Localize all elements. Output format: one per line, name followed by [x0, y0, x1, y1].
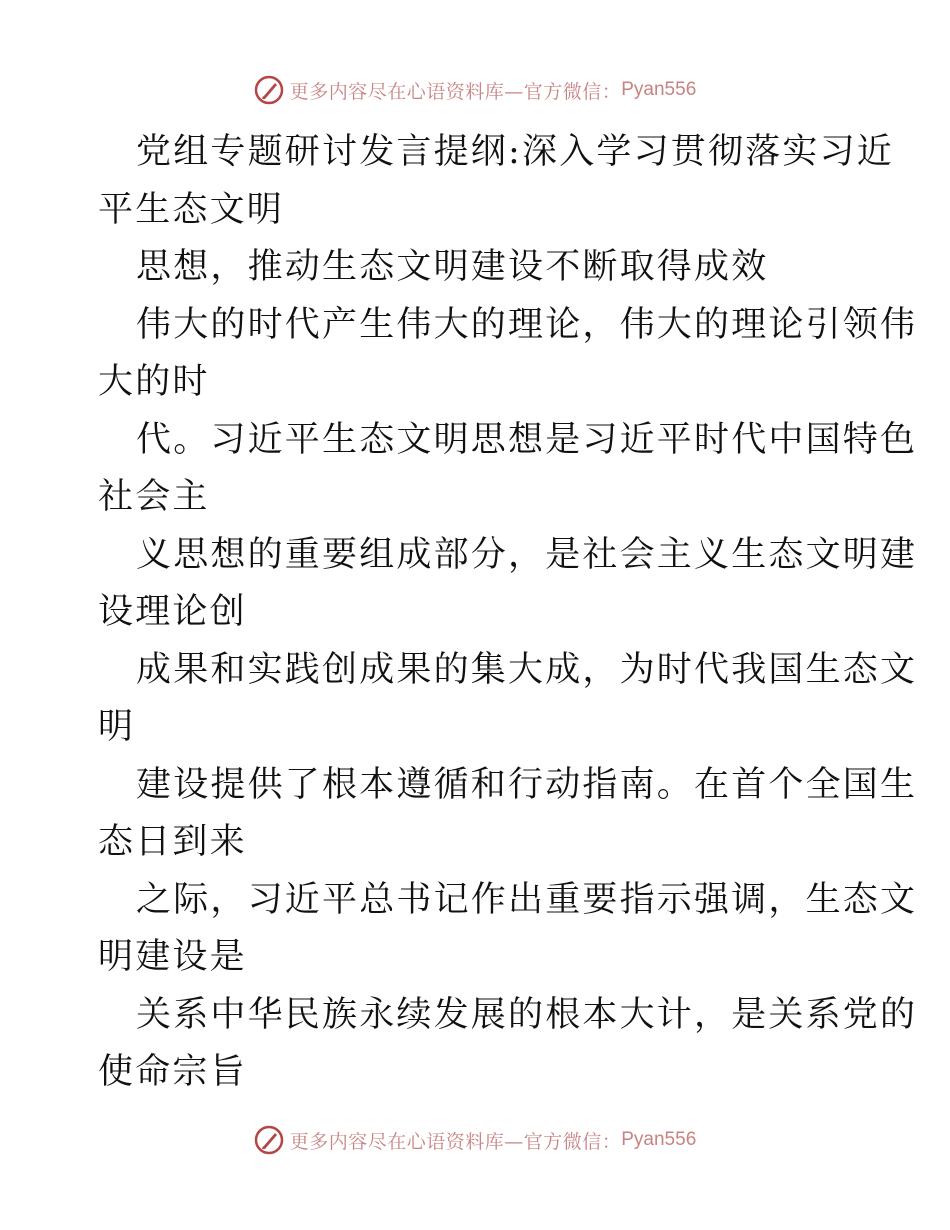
text-line: 明建设是	[98, 937, 247, 977]
text-line: 党组专题研讨发言提纲:深入学习贯彻落实习近	[136, 132, 894, 172]
header-watermark	[0, 72, 950, 108]
text-line: 社会主	[98, 477, 210, 517]
text-line: 设理论创	[98, 592, 247, 632]
text-line: 之际，习近平总书记作出重要指示强调，生态文	[136, 879, 918, 920]
watermark-text: 更多内容尽在心语资料库—官方微信：	[289, 80, 622, 103]
text-line: 使命宗旨	[98, 1052, 247, 1092]
text-line: 思想，推动生态文明建设不断取得成效	[136, 247, 769, 287]
text-line: 义思想的重要组成部分，是社会主义生态文明建	[136, 534, 918, 575]
quill-logo-icon	[254, 1125, 284, 1155]
footer-watermark	[0, 1122, 950, 1158]
watermark-contact: Pyan556	[621, 79, 697, 100]
text-line: 成果和实践创成果的集大成，为时代我国生态文	[136, 649, 918, 690]
text-line: 关系中华民族永续发展的根本大计，是关系党的	[136, 994, 918, 1035]
text-line: 建设提供了根本遵循和行动指南。在首个全国生	[136, 764, 918, 805]
quill-logo-icon	[254, 75, 284, 105]
text-line: 代。习近平生态文明思想是习近平时代中国特色	[136, 419, 918, 460]
document-body	[98, 124, 918, 1102]
text-line: 明	[98, 707, 136, 747]
text-line: 伟大的时代产生伟大的理论，伟大的理论引领伟	[136, 304, 918, 345]
watermark-contact: Pyan556	[621, 1129, 697, 1150]
text-line: 大的时	[98, 362, 210, 402]
text-line: 平生态文明	[98, 189, 285, 230]
watermark-text: 更多内容尽在心语资料库—官方微信：	[289, 1130, 622, 1153]
text-line: 态日到来	[98, 822, 247, 862]
